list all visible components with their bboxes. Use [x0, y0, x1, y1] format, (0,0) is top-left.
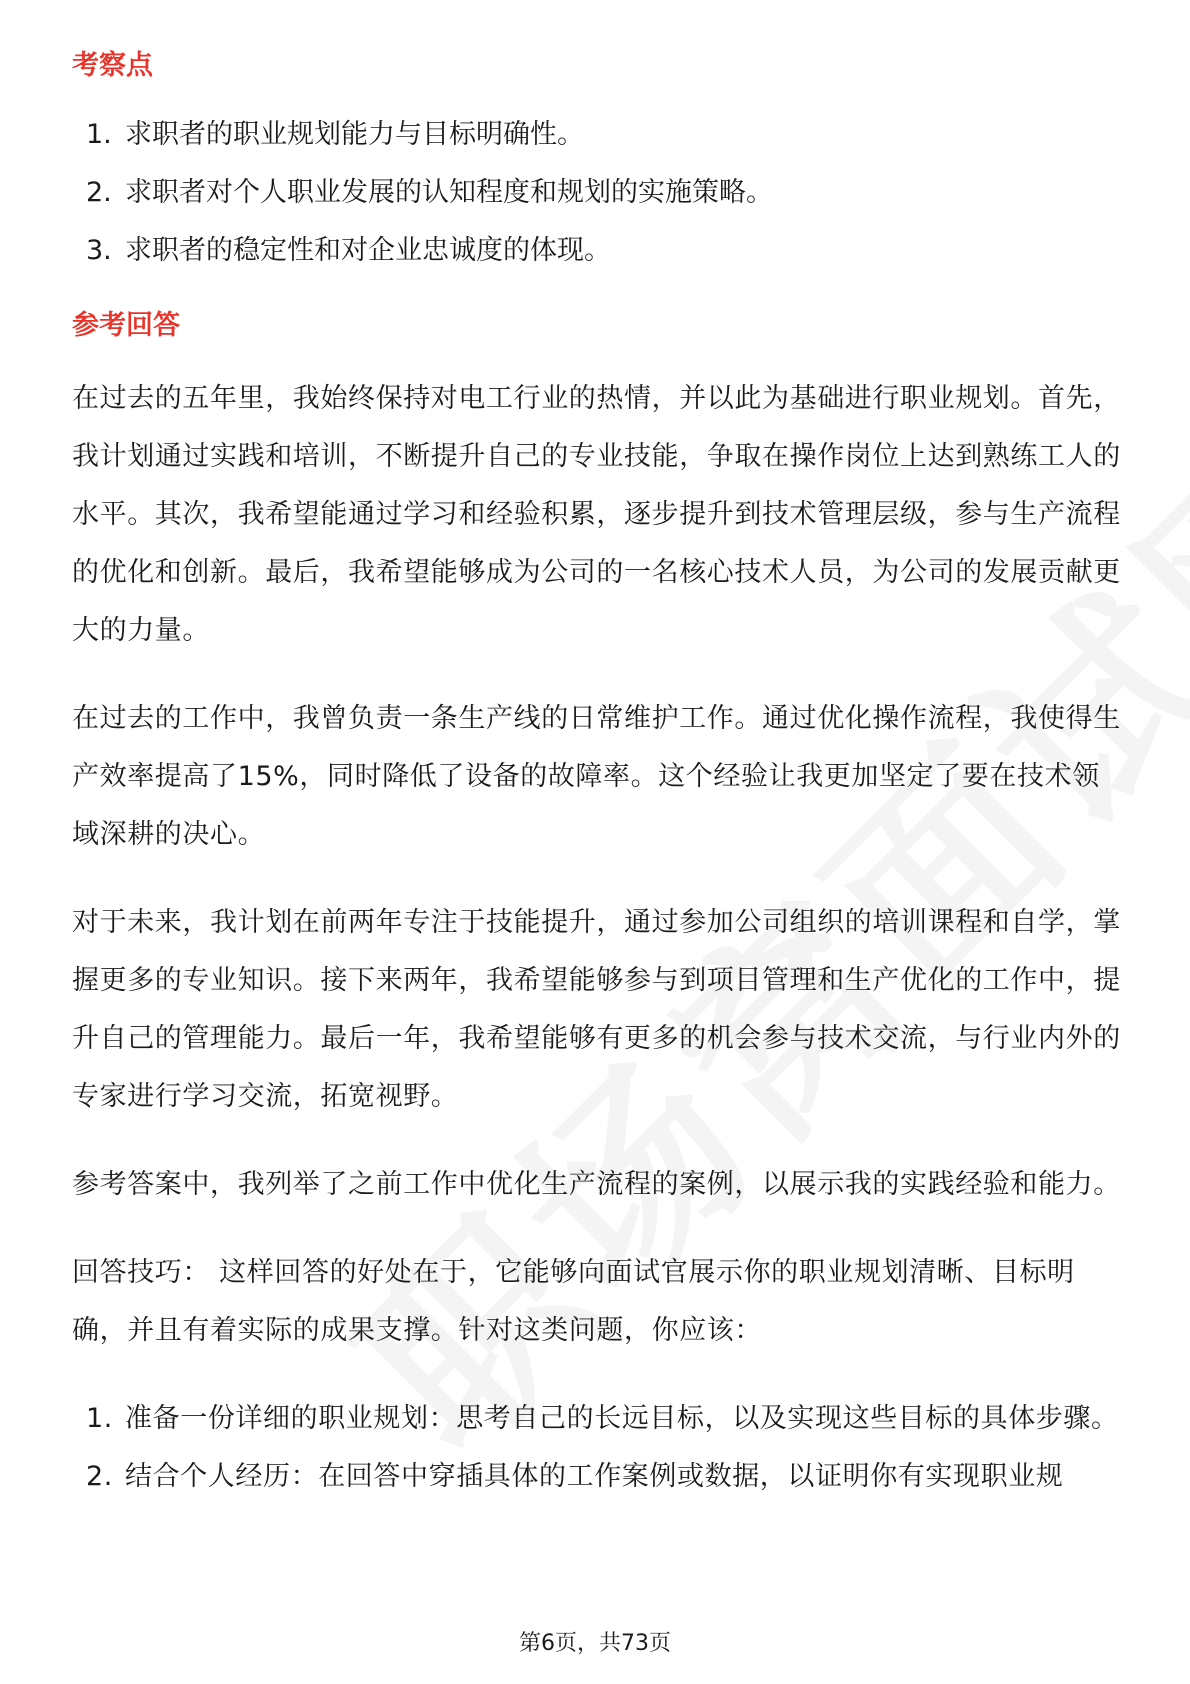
list-number: 2.	[86, 1461, 113, 1492]
list-number: 1.	[86, 1403, 113, 1434]
list-text: 结合个人经历：在回答中穿插具体的工作案例或数据，以证明你有实现职业规	[125, 1461, 1064, 1492]
tips-intro-paragraph: 回答技巧： 这样回答的好处在于，它能够向面试官展示你的职业规划清晰、目标明确，并且有着实际的成果支撑。针对这类问题，你应该：	[72, 1257, 1075, 1346]
page-footer: 第6页，共73页	[519, 1631, 671, 1656]
answer-paragraph: 参考答案中，我列举了之前工作中优化生产流程的案例，以展示我的实践经验和能力。	[72, 1169, 1121, 1200]
list-item	[72, 164, 1122, 222]
answer-paragraph: 在过去的五年里，我始终保持对电工行业的热情，并以此为基础进行职业规划。首先，我计划通过实践和培训，不断提升自己的专业技能，争取在操作岗位上达到熟练工人的水平。其次，我希望能通过学习和经验积累，逐步提升到技术管理层级，参与生产流程的优化和创新。最后，我希望能够成为公司的一名核心技术人员，为公司的发展贡献更大的力量。	[72, 383, 1121, 646]
answer-paragraph: 对于未来，我计划在前两年专注于技能提升，通过参加公司组织的培训课程和自学，掌握更多的专业知识。接下来两年，我希望能够参与到项目管理和生产优化的工作中，提升自己的管理能力。最后一年，我希望能够有更多的机会参与技术交流，与行业内外的专家进行学习交流，拓宽视野。	[72, 907, 1121, 1112]
list-item	[72, 106, 1122, 164]
answer-paragraph: 在过去的工作中，我曾负责一条生产线的日常维护工作。通过优化操作流程，我使得生产效率提高了15%，同时降低了设备的故障率。这个经验让我更加坚定了要在技术领域深耕的决心。	[72, 703, 1121, 850]
list-item	[72, 1390, 1122, 1448]
list-number: 3.	[86, 235, 112, 266]
inspection-list	[72, 106, 1122, 280]
page-content	[72, 46, 1122, 1506]
list-text: 准备一份详细的职业规划：思考自己的长远目标，以及实现这些目标的具体步骤。	[125, 1403, 1119, 1434]
list-item	[72, 1448, 1122, 1506]
list-text: 求职者的职业规划能力与目标明确性。	[125, 119, 584, 150]
list-text: 求职者对个人职业发展的认知程度和规划的实施策略。	[125, 177, 773, 208]
inspection-heading: 考察点	[72, 50, 153, 81]
list-text: 求职者的稳定性和对企业忠诚度的体现。	[125, 235, 611, 266]
tips-list	[72, 1390, 1122, 1506]
list-item	[72, 222, 1122, 280]
list-number: 1.	[86, 119, 112, 150]
answer-heading: 参考回答	[72, 310, 180, 341]
list-number: 2.	[86, 177, 112, 208]
